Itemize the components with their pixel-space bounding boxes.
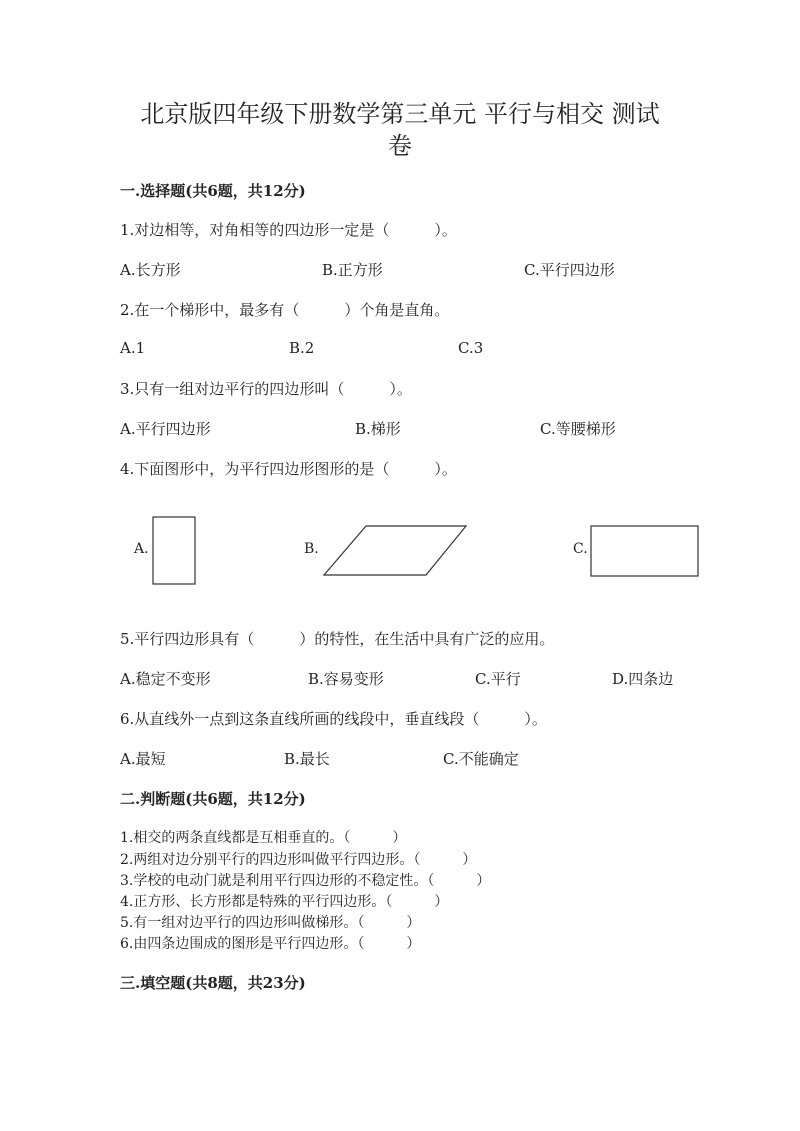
q1-option-a: A.长方形 — [120, 261, 181, 279]
question-3: 3.只有一组对边平行的四边形叫（ ）。 — [120, 380, 412, 398]
question-4: 4.下面图形中，为平行四边形图形的是（ ）。 — [120, 460, 457, 478]
q6-option-c: C.不能确定 — [443, 750, 519, 768]
judge-item-2: 2.两组对边分别平行的四边形叫做平行四边形。（ ） — [120, 852, 477, 868]
q2-option-b: B.2 — [289, 339, 315, 357]
section-true-false-heading: 二.判断题(共6题，共12分) — [120, 790, 306, 808]
q3-option-a: A.平行四边形 — [120, 420, 211, 438]
q4-figure-a-tall-rectangle — [153, 517, 195, 584]
page-title-continuation: 卷 — [388, 132, 412, 160]
judge-item-1: 1.相交的两条直线都是互相垂直的。（ ） — [120, 830, 407, 846]
q6-option-b: B.最长 — [284, 750, 330, 768]
judge-item-4: 4.正方形、长方形都是特殊的平行四边形。（ ） — [120, 894, 449, 910]
section-fill-blank-heading: 三.填空题(共8题，共23分) — [120, 974, 306, 992]
question-1: 1.对边相等，对角相等的四边形一定是（ ）。 — [120, 221, 457, 239]
q4-label-c: C. — [573, 541, 588, 557]
page-title: 北京版四年级下册数学第三单元 平行与相交 测试 — [140, 100, 660, 128]
q5-option-a: A.稳定不变形 — [120, 670, 211, 688]
q4-label-b: B. — [304, 541, 319, 557]
q5-option-c: C.平行 — [475, 670, 521, 688]
question-6: 6.从直线外一点到这条直线所画的线段中，垂直线段（ ）。 — [120, 710, 547, 728]
q1-option-c: C.平行四边形 — [524, 261, 615, 279]
q3-option-b: B.梯形 — [355, 420, 401, 438]
q4-label-a: A. — [134, 541, 149, 557]
judge-item-6: 6.由四条边围成的图形是平行四边形。（ ） — [120, 936, 421, 952]
q4-figure-b-parallelogram — [324, 526, 466, 575]
section-multiple-choice-heading: 一.选择题(共6题，共12分) — [120, 182, 306, 200]
q4-figure-c-wide-rectangle — [591, 526, 698, 576]
judge-item-3: 3.学校的电动门就是利用平行四边形的不稳定性。（ ） — [120, 873, 491, 889]
q6-option-a: A.最短 — [120, 750, 166, 768]
q5-option-b: B.容易变形 — [308, 670, 384, 688]
q1-option-b: B.正方形 — [322, 261, 383, 279]
q3-option-c: C.等腰梯形 — [540, 420, 616, 438]
question-2: 2.在一个梯形中，最多有（ ）个角是直角。 — [120, 301, 450, 319]
q5-option-d: D.四条边 — [612, 670, 674, 688]
question-5: 5.平行四边形具有（ ）的特性，在生活中具有广泛的应用。 — [120, 630, 555, 648]
q2-option-c: C.3 — [458, 339, 484, 357]
judge-item-5: 5.有一组对边平行的四边形叫做梯形。（ ） — [120, 915, 421, 931]
q2-option-a: A.1 — [120, 339, 146, 357]
